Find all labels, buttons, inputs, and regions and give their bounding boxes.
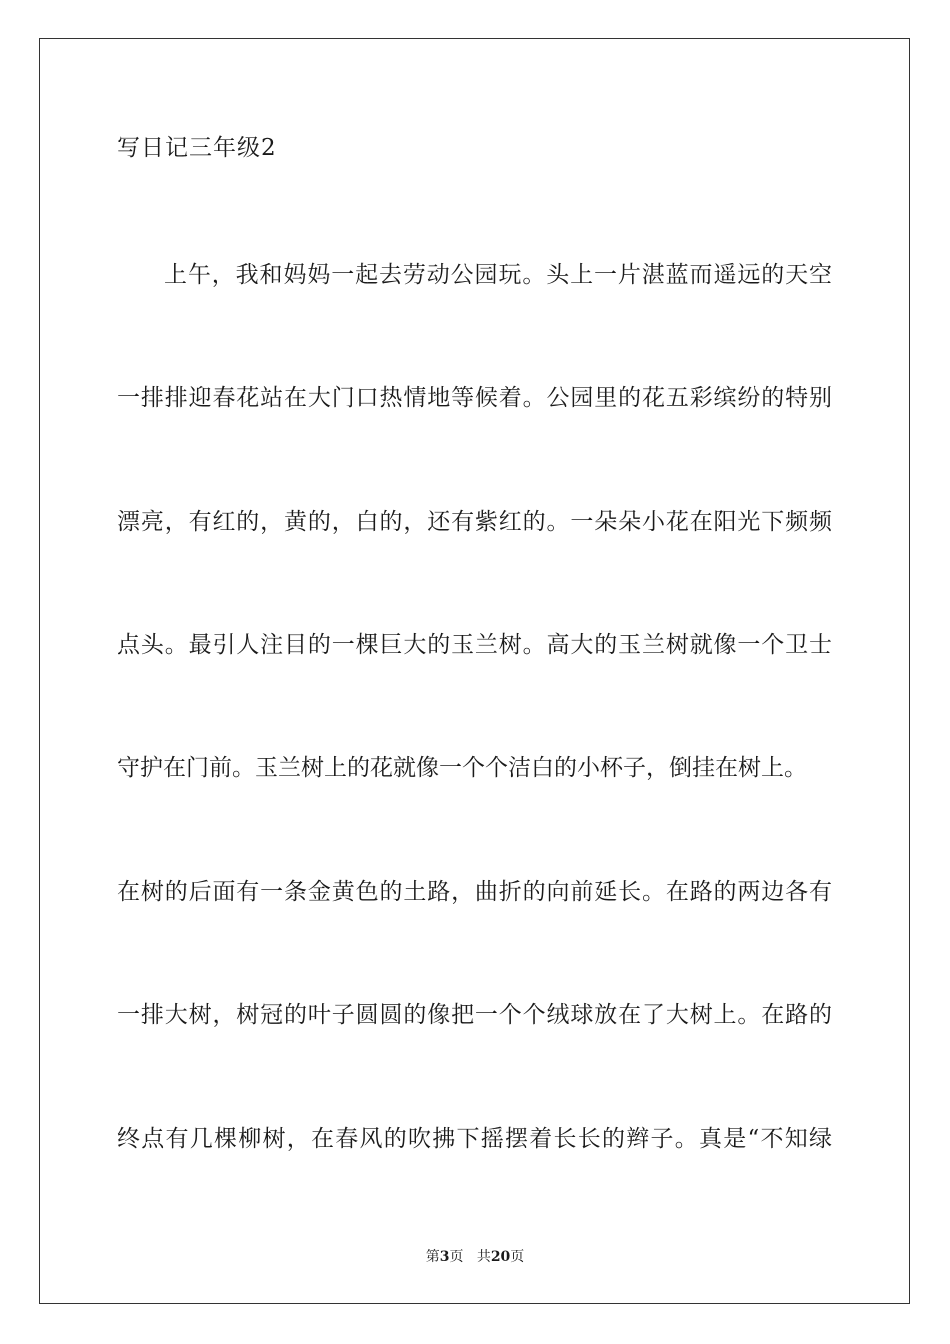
total-pages: 20 bbox=[490, 1249, 511, 1265]
page-footer bbox=[0, 1247, 950, 1267]
paragraph-line: 漂亮，有红的，黄的，白的，还有紫红的。一朵朵小花在阳光下频频 bbox=[117, 509, 832, 535]
paragraph-line: 在树的后面有一条金黄色的土路，曲折的向前延长。在路的两边各有 bbox=[117, 879, 832, 905]
page-border bbox=[39, 38, 910, 1304]
total-prefix: 共 bbox=[476, 1249, 491, 1265]
paragraph-line: 上午，我和妈妈一起去劳动公园玩。头上一片湛蓝而遥远的天空 bbox=[164, 262, 832, 288]
paragraph-line: 守护在门前。玉兰树上的花就像一个个洁白的小杯子，倒挂在树上。 bbox=[117, 755, 807, 781]
page-prefix: 第 bbox=[425, 1249, 440, 1265]
document-title: 写日记三年级2 bbox=[117, 135, 277, 161]
paragraph-line: 一排大树，树冠的叶子圆圆的像把一个个绒球放在了大树上。在路的 bbox=[117, 1002, 832, 1028]
paragraph-line: 终点有几棵柳树，在春风的吹拂下摇摆着长长的辫子。真是“不知绿 bbox=[117, 1126, 832, 1152]
page-suffix: 页 bbox=[449, 1249, 464, 1265]
total-suffix: 页 bbox=[510, 1249, 525, 1265]
paragraph-line: 点头。最引人注目的一棵巨大的玉兰树。高大的玉兰树就像一个卫士 bbox=[117, 632, 832, 658]
paragraph-line: 一排排迎春花站在大门口热情地等候着。公园里的花五彩缤纷的特别 bbox=[117, 385, 832, 411]
page-number: 3 bbox=[439, 1249, 450, 1265]
